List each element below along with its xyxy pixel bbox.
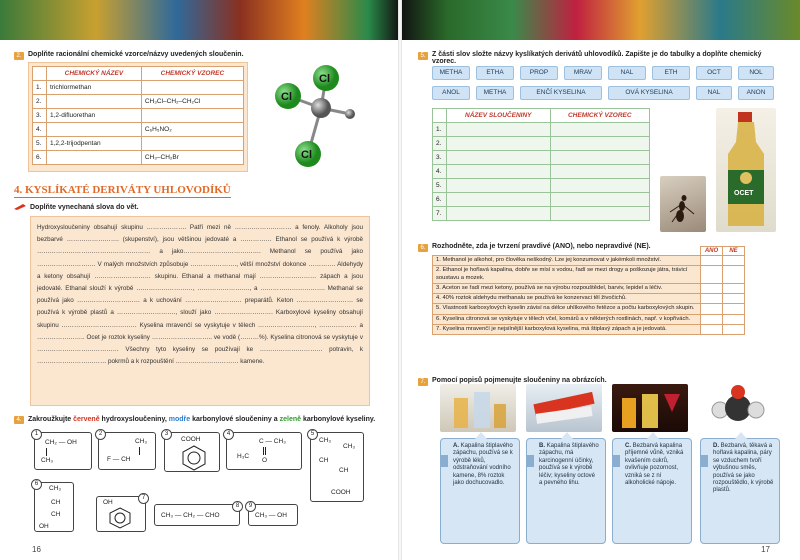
- task-number-badge: 2.: [14, 52, 24, 60]
- table-row: 3. 1,2-difluorethan: [33, 109, 244, 123]
- table-row: 2.: [433, 137, 650, 151]
- table-row: 3.: [433, 151, 650, 165]
- structure-box[interactable]: 1 CH₂ — OH CH₃: [34, 432, 92, 470]
- formula-table: [32, 66, 244, 165]
- table-row: 5. 1,2,2-trijodpentan: [33, 137, 244, 151]
- word-chip[interactable]: MRAV: [564, 66, 602, 80]
- fill-in-text-panel[interactable]: Hydroxysloučeniny obsahují skupinu ………………. Patří mezi ně ……………………… a fenoly. Alkoholy jsou bezbarvé ……………………. (skupenství), jsou většinou jedovaté a …………… Ethanol se používá k výrobě ……………………………………………… a jako………………………………. Methanol se používá jako ………………………. V malých množstvích způsobuje …………………., větší množství dokonce …………. Aldehydy a ketony obsahují ……………………… skupinu. Ethanal a methanal mají ……………………… zápach a jsou jedovaté. Ethanal slouží k výrobě ………………………, ……………………., a …………………………. Methanal se používá jako ………………………… a k uchování ……………………… preparátů. Keton ……………………… se používá k výrobě plastů a ………………………., slouží jako ………………………. Karboxylové kyseliny obsahují skupinu ……………………………… Kyselina mravenčí se vyskytuje v tělech ………………………, ……………… a ………………….. Ocet je roztok kyseliny ……………………….. ve vodě (………%). Kyselina citronová se vyskytuje v ………………………………… Všechny tyto kyseliny se používají ke ………………………… potravin, k …………………………… pokrmů a k rozpouštění ………………………… kamene.: [30, 216, 370, 406]
- answer-cell[interactable]: [701, 256, 723, 266]
- word-chip[interactable]: ETH: [652, 66, 690, 80]
- task-instruction: Z části slov složte názvy kyslíkatých derivátů uhlovodíků. Zapište je do tabulky a doplňte chemický vzorec.: [432, 51, 762, 65]
- word-chip[interactable]: NOL: [738, 66, 774, 80]
- answer-cell[interactable]: [701, 294, 723, 304]
- answer-cell[interactable]: [701, 304, 723, 314]
- table-row: 6.: [433, 193, 650, 207]
- table-row: 4. C₆H₅NO₂: [33, 123, 244, 137]
- table-row: 6. Kyselina citronová se vyskytuje v tělech včel, komárů a v některých rostlinách, např. v kopřivách.: [433, 314, 745, 324]
- description-card: C. Bezbarvá kapalina příjemné vůně, vzniká kvašením cukrů, ovlivňuje pozornost, vzniká se z ní alkoholické nápoje.: [612, 438, 692, 544]
- col-no-header: NE: [723, 247, 745, 256]
- task-number-badge: 6.: [418, 244, 428, 252]
- structure-box[interactable]: 5 CH₃ CH₃ CH CH COOH: [310, 432, 364, 502]
- table-row: 6. CH₃–CH₂Br: [33, 151, 244, 165]
- table-row: 2. CH₃Cl–CH₂–CH₂Cl: [33, 95, 244, 109]
- task-number-badge: 7.: [418, 378, 428, 386]
- task-instruction: Pomocí popisů pojmenujte sloučeniny na obrázcích.: [432, 377, 607, 384]
- table-row: 7.: [433, 207, 650, 221]
- task-instruction: Zakroužkujte červeně hydroxysloučeniny, modře karbonylové sloučeniny a zeleně karbonylové kyseliny.: [28, 416, 376, 423]
- molecule-photo: [700, 384, 776, 432]
- table-row: 4. 40% roztok aldehydu methanalu se používá ke konzervaci těl živočichů.: [433, 294, 745, 304]
- answer-cell[interactable]: [701, 283, 723, 293]
- description-card: B. Kapalina štiplavého zápachu, má karcinogenní účinky, používá se k výrobě léčiv; kyseliny octové a pevného lihu.: [526, 438, 606, 544]
- table-row: 1.: [433, 123, 650, 137]
- ant-photo: [660, 176, 706, 232]
- table-row: 5. Vlastnosti karboxylových kyselin závisí na délce uhlíkového řetězce a počtu karboxylových skupin.: [433, 304, 745, 314]
- col-formula-header: CHEMICKÝ VZOREC: [141, 67, 243, 81]
- true-false-table: [432, 246, 745, 335]
- answer-cell[interactable]: [723, 256, 745, 266]
- section-heading: 4. KYSLÍKATÉ DERIVÁTY UHLOVODÍKŮ: [14, 184, 231, 196]
- page-number: 16: [32, 545, 41, 554]
- atom-label: Cl: [301, 149, 312, 161]
- drinks-photo: [612, 384, 688, 432]
- answer-cell[interactable]: [723, 325, 745, 335]
- task-number-badge: 5.: [418, 52, 428, 60]
- structure-box[interactable]: 8 CH₃ — CH₂ — CHO: [154, 504, 240, 526]
- structure-box[interactable]: 3 COOH: [164, 432, 220, 472]
- page-gutter: [398, 0, 402, 560]
- page-number: 17: [761, 545, 770, 554]
- table-row: 1. Methanol je alkohol, pro člověka neškodný. Lze jej konzumovat v jakémkoli množství.: [433, 256, 745, 266]
- task-instruction: Doplňte vynechaná slova do vět.: [30, 204, 139, 211]
- bottle-label: OCET: [734, 190, 754, 197]
- description-card: D. Bezbarvá, těkavá a hořlavá kapalina, páry se vzduchem tvoří výbušnou směs, používá se jako rozpouštědlo, k výrobě plastů.: [700, 438, 780, 544]
- table-row: 1. trichlormethan: [33, 81, 244, 95]
- col-yes-header: ANO: [701, 247, 723, 256]
- lab-flasks-photo: [440, 384, 516, 432]
- task-number-badge: 4.: [14, 416, 24, 424]
- word-chip[interactable]: NAL: [696, 86, 732, 100]
- molecule-model-illustration: [266, 58, 376, 178]
- answer-cell[interactable]: [723, 314, 745, 324]
- structure-box[interactable]: 2 CH₃ F — CH: [98, 432, 156, 470]
- description-card: A. Kapalina štiplavého zápachu, používá se k výrobě léků, odstraňování vodního kamene, 8% roztok jako dochucovadlo.: [440, 438, 520, 544]
- col-name-header: CHEMICKÝ NÁZEV: [47, 67, 142, 81]
- word-chip[interactable]: METHA: [476, 86, 514, 100]
- table-row: 5.: [433, 179, 650, 193]
- structure-box[interactable]: 4 C — CH₃ H₃C O: [226, 432, 302, 470]
- derivatives-table: [432, 108, 650, 221]
- structure-box[interactable]: 6 CH₃ CH CH OH: [34, 482, 74, 532]
- atom-label: Cl: [319, 73, 330, 85]
- answer-cell[interactable]: [701, 314, 723, 324]
- table-row: 7. Kyselina mravenčí je nejsilnější karboxylová kyselina, má štiplavý zápach a je jedovatá.: [433, 325, 745, 335]
- answer-cell[interactable]: [723, 304, 745, 314]
- word-chip[interactable]: OVÁ KYSELINA: [608, 86, 690, 100]
- task-instruction: Doplňte racionální chemické vzorce/názvy uvedených sloučenin.: [28, 51, 244, 58]
- table-row: 4.: [433, 165, 650, 179]
- structure-box[interactable]: 9 CH₃ — OH: [248, 504, 298, 526]
- pencil-icon: [14, 204, 26, 210]
- answer-cell[interactable]: [701, 266, 723, 284]
- answer-cell[interactable]: [723, 294, 745, 304]
- vinegar-bottle-photo: [716, 108, 776, 232]
- word-chip[interactable]: ETHA: [476, 66, 514, 80]
- word-chip[interactable]: ANON: [738, 86, 774, 100]
- col-name-header: NÁZEV SLOUČENINY: [447, 109, 551, 123]
- answer-cell[interactable]: [723, 266, 745, 284]
- table-row: 2. Ethanol je hořlavá kapalina, dobře se mísí s vodou, řadí se mezi drogy a poškozuje játra, trávicí soustavu a mozek.: [433, 266, 745, 284]
- word-chip[interactable]: PROP: [520, 66, 558, 80]
- word-chip[interactable]: NAL: [608, 66, 646, 80]
- formula-table-panel: [28, 62, 248, 172]
- word-chip[interactable]: ENČÍ KYSELINA: [520, 86, 602, 100]
- carbon-atom: [311, 98, 331, 118]
- col-formula-header: CHEMICKÝ VZOREC: [550, 109, 649, 123]
- answer-cell[interactable]: [701, 325, 723, 335]
- hydrogen-atom: [345, 109, 355, 119]
- word-chip[interactable]: OCT: [696, 66, 732, 80]
- table-row: 3. Aceton se řadí mezi ketony, používá se na výrobu rozpouštědel, barviv, lepidel a léčiv.: [433, 283, 745, 293]
- word-chip[interactable]: METHA: [432, 66, 470, 80]
- structure-box[interactable]: 7 OH: [96, 496, 146, 532]
- answer-cell[interactable]: [723, 283, 745, 293]
- task-instruction: Rozhodněte, zda je tvrzení pravdivé (ANO), nebo nepravdivé (NE).: [432, 243, 651, 250]
- word-chip[interactable]: ANOL: [432, 86, 470, 100]
- atom-label: Cl: [281, 91, 292, 103]
- tablets-photo: [526, 384, 602, 432]
